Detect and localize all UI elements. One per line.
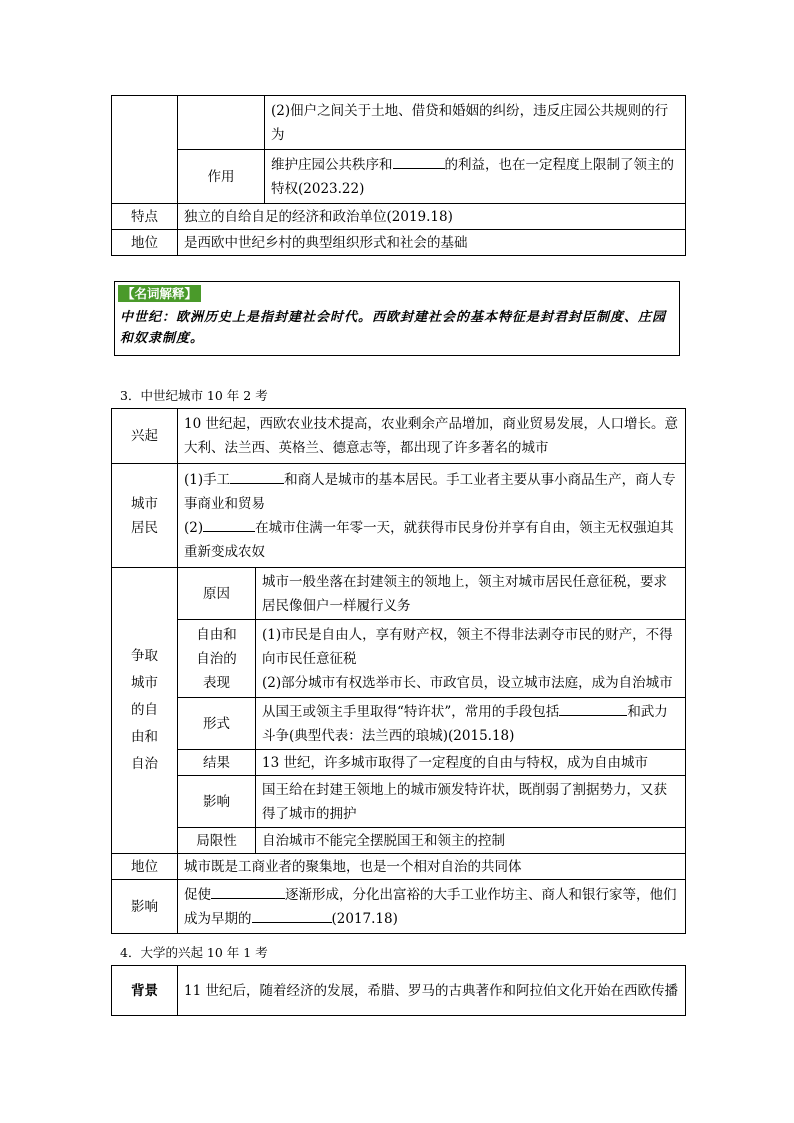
manor-feature-label: 特点 — [112, 204, 178, 230]
fill-blank[interactable] — [559, 701, 627, 716]
fill-blank[interactable] — [252, 908, 332, 923]
term-explanation-box — [114, 281, 680, 356]
background-text: 11 世纪后，随着经济的发展，希腊、罗马的古典著作和阿拉伯文化开始在西欧传播 — [178, 966, 686, 1016]
rise-text: 10 世纪起，西欧农业技术提高，农业剩余产品增加，商业贸易发展，人口增长。意大利、法兰西、英格兰、德意志等，都出现了许多著名的城市 — [178, 409, 686, 464]
term-explanation-text — [120, 307, 672, 349]
fill-blank[interactable] — [230, 469, 284, 484]
section-3-heading: 3．中世纪城市 10 年 2 考 — [120, 388, 268, 403]
impact-text: 国王给在封建王领地上的城市颁发特许状，既削弱了割据势力，又获得了城市的拥护 — [256, 776, 686, 828]
struggle-label: 争取城市的自由和自治 — [112, 568, 178, 854]
background-label: 背景 — [112, 966, 178, 1016]
form-label: 形式 — [178, 698, 256, 750]
fill-blank[interactable] — [211, 884, 285, 899]
manor-blank-subcell — [178, 96, 265, 150]
influence-text: 促使 逐渐形成，分化出富裕的大手工业作坊主、商人和银行家等，他们成为早期的 (2017.18) — [178, 880, 686, 934]
expression-label: 自由和自治的表现 — [178, 620, 256, 698]
term-explanation-tag: 【名词解释】 — [118, 285, 201, 302]
manor-function-label: 作用 — [178, 150, 265, 204]
manor-dispute-text: (2)佃户之间关于土地、借贷和婚姻的纠纷，违反庄园公共规则的行为 — [265, 96, 686, 150]
impact-label: 影响 — [178, 776, 256, 828]
section-4-heading: 4．大学的兴起 10 年 1 考 — [120, 945, 268, 960]
medieval-city-table — [111, 408, 686, 934]
expression-point-2: (2)部分城市有权选举市长、市政官员，设立城市法庭，成为自治城市 — [262, 674, 673, 691]
city-status-label: 地位 — [112, 854, 178, 880]
expression-point-1: (1)市民是自由人，享有财产权，领主不得非法剥夺市民的财产，不得向市民任意征税 — [262, 626, 673, 667]
manor-blank-cell — [112, 96, 178, 204]
manor-feature-text: 独立的自给自足的经济和政治单位(2019.18) — [178, 204, 686, 230]
limit-label: 局限性 — [178, 828, 256, 854]
form-text: 从国王或领主手里取得“特许状”，常用的手段包括 和武力斗争(典型代表：法兰西的琅城)(2015.18) — [256, 698, 686, 750]
limit-text: 自治城市不能完全摆脱国王和领主的控制 — [256, 828, 686, 854]
term-name: 中世纪： — [120, 310, 177, 325]
city-status-text: 城市既是工商业者的聚集地，也是一个相对自治的共同体 — [178, 854, 686, 880]
manor-status-label: 地位 — [112, 230, 178, 256]
fill-blank[interactable] — [203, 517, 255, 532]
manor-function-text: 维护庄园公共秩序和 的利益，也在一定程度上限制了领主的特权(2023.22) — [265, 150, 686, 204]
reason-label: 原因 — [178, 568, 256, 620]
rise-label: 兴起 — [112, 409, 178, 464]
term-definition: 欧洲历史上是指封建社会时代。西欧封建社会的基本特征是封君封臣制度、庄园和奴隶制度。 — [120, 310, 667, 346]
manor-table — [111, 95, 686, 256]
reason-text: 城市一般坐落在封建领主的领地上，领主对城市居民任意征税，要求居民像佃户一样履行义务 — [256, 568, 686, 620]
influence-label: 影响 — [112, 880, 178, 934]
university-table — [111, 965, 686, 1016]
residents-label: 城市居民 — [112, 464, 178, 568]
manor-status-text: 是西欧中世纪乡村的典型组织形式和社会的基础 — [178, 230, 686, 256]
result-label: 结果 — [178, 750, 256, 776]
result-text: 13 世纪，许多城市取得了一定程度的自由与特权，成为自由城市 — [256, 750, 686, 776]
expression-text — [256, 620, 686, 698]
residents-text: (1)手工 和商人是城市的基本居民。手工业者主要从事小商品生产，商人专事商业和贸易 (2) 在城市住满一年零一天，就获得市民身份并享有自由，领主无权强迫其重新变成农奴 — [178, 464, 686, 568]
fill-blank[interactable] — [393, 154, 445, 169]
